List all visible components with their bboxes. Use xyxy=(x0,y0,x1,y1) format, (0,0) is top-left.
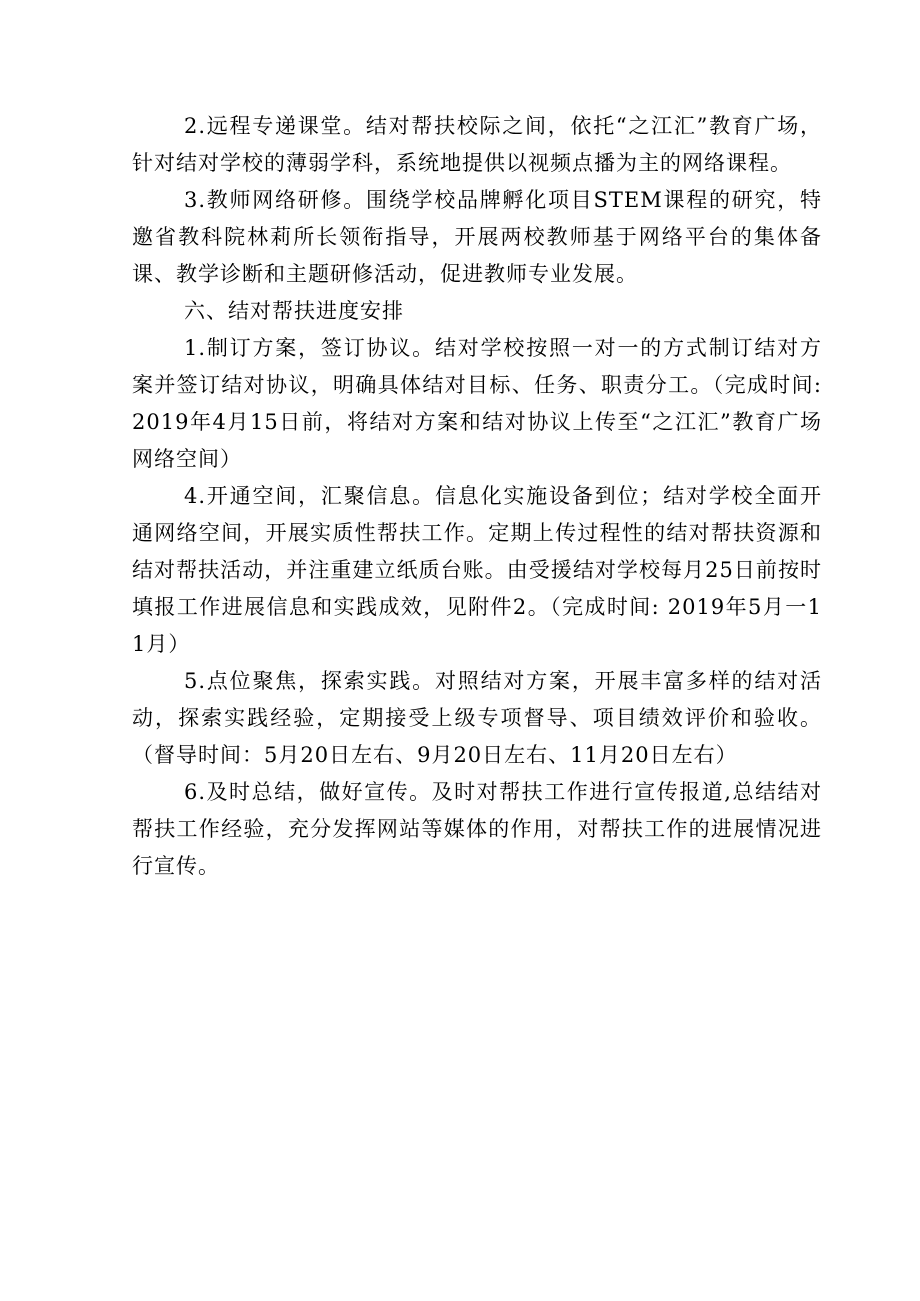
paragraph-open-space: 4.开通空间，汇聚信息。信息化实施设备到位；结对学校全面开通网络空间，开展实质性帮扶工作。定期上传过程性的结对帮扶资源和结对帮扶活动，并注重建立纸质台账。由受援结对学校每月25日前按时填报工作进展信息和实践成效，见附件2。（完成时间: 2019年5月一11月） xyxy=(132,484,822,656)
document-body xyxy=(132,108,822,885)
paragraph-focus-practice: 5.点位聚焦，探索实践。对照结对方案，开展丰富多样的结对活动，探索实践经验，定期接受上级专项督导、项目绩效评价和验收。（督导时间：5月20日左右、9月20日左右、11月20日左右） xyxy=(132,669,822,767)
paragraph-summary-publicity: 6.及时总结，做好宣传。及时对帮扶工作进行宣传报道,总结结对帮扶工作经验，充分发挥网站等媒体的作用，对帮扶工作的进展情况进行宣传。 xyxy=(132,780,822,878)
section-heading-schedule: 六、结对帮扶进度安排 xyxy=(184,299,404,323)
paragraph-teacher-research: 3.教师网络研修。围绕学校品牌孵化项目STEM课程的研究，特邀省教科院林莉所长领衔指导，开展两校教师基于网络平台的集体备课、教学诊断和主题研修活动，促进教师专业发展。 xyxy=(132,188,822,286)
paragraph-remote-classroom: 2.远程专递课堂。结对帮扶校际之间，依托“之江汇”教育广场，针对结对学校的薄弱学科，系统地提供以视频点播为主的网络课程。 xyxy=(132,114,822,175)
paragraph-plan-agreement: 1.制订方案，签订协议。结对学校按照一对一的方式制订结对方案并签订结对协议，明确具体结对目标、任务、职责分工。（完成时间: 2019年4月15日前，将结对方案和结对协议上传至“之江汇”教育广场网络空间） xyxy=(132,336,822,471)
